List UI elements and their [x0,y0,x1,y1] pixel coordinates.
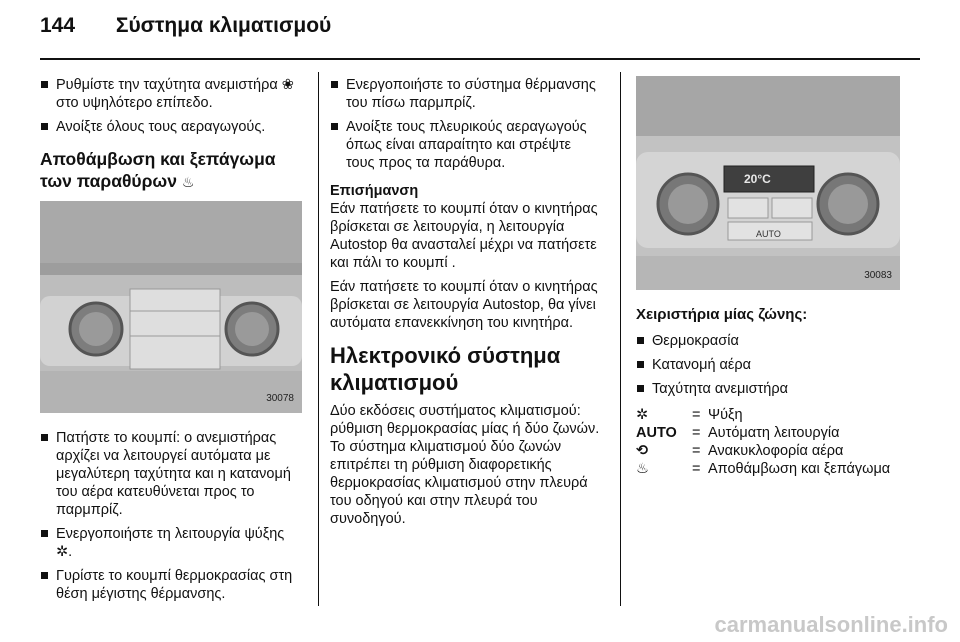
recirculation-icon: ⟲ [636,443,649,459]
display-temperature: 20°C [744,172,771,186]
legend-row: ♨ = Αποθάμβωση και ξεπάγωμα [636,461,891,477]
defrost-icon: ♨ [181,174,195,190]
legend [636,406,900,478]
note-paragraph-1: Εάν πατήσετε το κουμπί όταν ο κινητήρας βρίσκεται σε λειτουργία, η λειτουργία Autostop θα ανασταλεί μέχρι να πατήσετε και πάλι το κουμπί . [330,201,598,271]
page-title: Σύστημα κλιματισμού [115,14,332,37]
auto-label: AUTO [636,425,677,441]
note-paragraph-2: Εάν πατήσετε το κουμπί όταν ο κινητήρας βρίσκεται σε λειτουργία Autostop, θα γίνει αυτόματα επανεκκίνηση του κινητήρα. [330,279,598,331]
bullet-temperature: Θερμοκρασία [636,332,900,350]
single-zone-panel-photo [636,76,900,290]
legend-row: AUTO = Αυτόματη λειτουργία [636,425,840,441]
column-divider-2 [620,72,621,606]
section-heading-electronic: Ηλεκτρονικό σύστημα κλιματισμού [330,343,561,395]
bullet-press-defrost: Πατήστε το κουμπί: ο ανεμιστήρας αρχίζει να λειτουργεί αυτόματα με μεγαλύτερη ταχύτητα και η κατανομή του αέρα κατευθύνεται προς το παρμπρίζ. [40,429,302,519]
control-panel-illustration [40,201,302,413]
section-heading-defrost: Αποθάμβωση και ξεπάγωμα των παραθύρων ♨ [40,149,276,191]
watermark: carmanualsonline.info [714,612,948,637]
column-divider-1 [318,72,319,606]
bullet-temp-knob: Γυρίστε το κουμπί θερμοκρασίας στη θέση μέγιστης θέρμανσης. [40,567,302,603]
bullet-fan-speed: Ρυθμίστε την ταχύτητα ανεμιστήρα ❀ στο υψηλότερο επίπεδο. [40,76,302,112]
defrost-icon: ♨ [636,461,649,477]
column-1 [40,76,302,609]
bullet-rear-defrost: Ενεργοποιήστε το σύστημα θέρμανσης του πίσω παρμπρίζ. [330,76,602,112]
cooling-icon: ✲ [636,407,649,423]
column-3 [636,76,900,478]
column-2 [330,76,602,534]
note-heading: Επισήμανση [330,183,419,199]
page-number: 144 [40,14,76,37]
bullet-side-vents: Ανοίξτε τους πλευρικούς αεραγωγούς όπως είναι απαραίτητο και στρέψτε τους προς τα παράθυρα. [330,118,602,172]
photo-code: 30078 [266,393,294,404]
header-rule [40,58,920,60]
panel-auto-label: AUTO [756,229,781,239]
section-text: Δύο εκδόσεις συστήματος κλιματισμού: ρύθμιση θερμοκρασίας μίας ή δύο ζωνών. Το σύστημα κλιματισμού δύο ζωνών επιτρέπει τη ρύθμιση διαφορετικής θερμοκρασίας κλιματισμού στην πλευρά του οδηγού και στην πλευρά του συνοδηγού. [330,403,600,527]
controls-heading: Χειριστήρια μίας ζώνης: [636,306,808,323]
page-header [40,14,331,38]
legend-row: ✲ = Ψύξη [636,407,743,423]
bullet-fan-speed: Ταχύτητα ανεμιστήρα [636,380,900,398]
bullet-open-vents: Ανοίξτε όλους τους αεραγωγούς. [40,118,302,136]
legend-row: ⟲ = Ανακυκλοφορία αέρα [636,443,844,459]
photo-code: 30083 [864,270,892,281]
control-panel-photo [40,201,302,413]
bullet-cooling: Ενεργοποιήστε τη λειτουργία ψύξης ✲. [40,525,302,561]
bullet-air-distribution: Κατανομή αέρα [636,356,900,374]
